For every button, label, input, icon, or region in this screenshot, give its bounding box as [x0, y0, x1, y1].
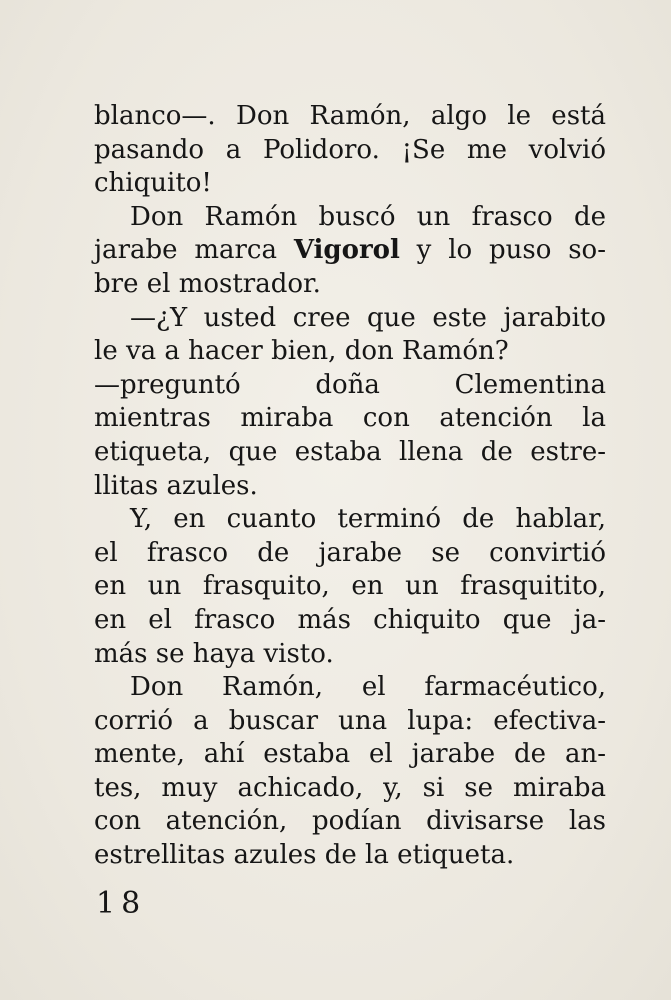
text-line: estrellitas azules de la etiqueta.: [94, 840, 515, 871]
text-line: corrió a buscar una lupa: efectiva-: [94, 705, 606, 736]
text-line: en el frasco más chiquito que ja-: [94, 604, 606, 635]
text-line: —¿Y usted cree que este jarabito: [130, 302, 606, 333]
brand-name: Vigorol: [293, 235, 400, 266]
text-line: blanco—. Don Ramón, algo le está: [94, 101, 606, 131]
page-number: 18: [96, 886, 147, 921]
text-line: Don Ramón, el farmacéutico,: [130, 672, 606, 703]
text-line: [94, 234, 606, 268]
text-line: Y, en cuanto terminó de hablar,: [130, 504, 606, 535]
text-line: chiquito!: [94, 168, 212, 199]
text-line: etiqueta, que estaba llena de estre-: [94, 436, 606, 467]
text-line: —preguntó doña Clementina: [94, 369, 606, 400]
text-line: pasando a Polidoro. ¡Se me volvió: [94, 134, 606, 165]
text-line: más se haya visto.: [94, 638, 334, 669]
text-line: en un frasquito, en un frasquitito,: [94, 571, 606, 602]
text-segment: jarabe marca: [94, 235, 294, 266]
text-line: mente, ahí estaba el jarabe de an-: [94, 739, 606, 770]
body-text: [94, 100, 606, 873]
text-line: le va a hacer bien, don Ramón?: [94, 336, 509, 367]
text-line: el frasco de jarabe se convirtió: [94, 537, 606, 568]
text-line: bre el mostrador.: [94, 268, 321, 299]
text-line: Don Ramón buscó un frasco de: [130, 201, 606, 232]
text-line: con atención, podían divisarse las: [94, 806, 606, 837]
text-line: tes, muy achicado, y, si se miraba: [94, 772, 606, 803]
text-line: mientras miraba con atención la: [94, 403, 606, 434]
text-line: llitas azules.: [94, 470, 258, 501]
text-segment: y lo puso so-: [399, 235, 606, 266]
